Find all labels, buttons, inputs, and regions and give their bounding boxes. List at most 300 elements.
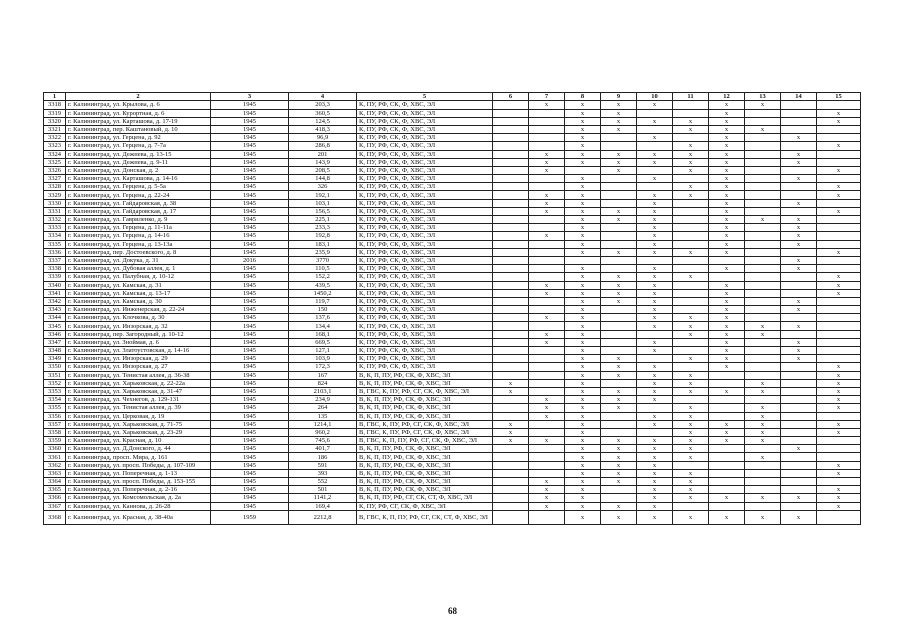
works-cell: К, ПУ, РФ, СК, Ф, ХВС, ЭЛ [357,166,493,174]
mark-cell-col-13 [745,207,781,215]
mark-cell-col-9: x [601,371,637,379]
mark-cell-col-10: x [637,199,673,207]
mark-cell-col-14 [781,469,817,477]
mark-cell-col-14: x [781,355,817,363]
year-cell: 1945 [211,216,289,224]
mark-cell-col-10: x [637,306,673,314]
row-number: 3336 [44,248,66,256]
mark-cell-col-13: x [745,387,781,395]
mark-cell-col-12: x [709,494,745,502]
mark-cell-col-14 [781,412,817,420]
works-cell: К, ПУ, РФ, СК, Ф, ХВС, ЭЛ [357,330,493,338]
mark-cell-col-8: x [565,322,601,330]
year-cell: 1945 [211,322,289,330]
mark-cell-col-10 [637,256,673,264]
mark-cell-col-9: x [601,453,637,461]
mark-cell-col-7 [529,183,565,191]
area-cell: 127,1 [289,347,357,355]
row-number: 3368 [44,510,66,524]
mark-cell-col-8: x [565,420,601,428]
mark-cell-col-10: x [637,158,673,166]
mark-cell-col-7: x [529,166,565,174]
mark-cell-col-6 [493,109,529,117]
table-row [44,142,861,150]
row-number: 3319 [44,109,66,117]
mark-cell-col-12: x [709,216,745,224]
area-cell: 137,6 [289,314,357,322]
mark-cell-col-13: x [745,379,781,387]
mark-cell-col-6 [493,166,529,174]
row-number: 3320 [44,117,66,125]
year-cell: 1945 [211,125,289,133]
mark-cell-col-11 [673,199,709,207]
mark-cell-col-9: x [601,469,637,477]
mark-cell-col-9: x [601,216,637,224]
mark-cell-col-9: x [601,445,637,453]
mark-cell-col-8: x [565,232,601,240]
year-cell: 1945 [211,248,289,256]
works-cell: В, К, П, ПУ, РФ, СГ, СК, СТ, Ф, ХВС, ЭЛ [357,494,493,502]
area-cell: 208,5 [289,166,357,174]
mark-cell-col-12 [709,469,745,477]
mark-cell-col-14 [781,248,817,256]
mark-cell-col-15: x [817,248,861,256]
mark-cell-col-12: x [709,109,745,117]
mark-cell-col-6 [493,412,529,420]
row-number: 3340 [44,281,66,289]
mark-cell-col-6 [493,355,529,363]
mark-cell-col-9: x [601,387,637,395]
address-cell: г. Калининград, ул. Гайдаровская, д. 17 [66,207,211,215]
mark-cell-col-10: x [637,175,673,183]
row-number: 3318 [44,101,66,109]
mark-cell-col-10: x [637,510,673,524]
mark-cell-col-15 [817,437,861,445]
address-cell: г. Калининград, ул. Инзорская, д. 27 [66,363,211,371]
mark-cell-col-12: x [709,322,745,330]
mark-cell-col-13: x [745,453,781,461]
works-cell: В, К, П, ПУ, РФ, СК, Ф, ХВС, ЭЛ [357,469,493,477]
works-cell: К, ПУ, РФ, СК, Ф, ХВС, ЭЛ [357,142,493,150]
mark-cell-col-13: x [745,437,781,445]
mark-cell-col-7 [529,109,565,117]
mark-cell-col-8: x [565,486,601,494]
page-number: 68 [448,606,457,616]
row-number: 3346 [44,330,66,338]
mark-cell-col-7: x [529,101,565,109]
mark-cell-col-11: x [673,494,709,502]
mark-cell-col-10: x [637,273,673,281]
table-row [44,396,861,404]
mark-cell-col-10: x [637,281,673,289]
mark-cell-col-14 [781,289,817,297]
works-cell: В, К, П, ПУ, РФ, СК, Ф, ХВС, ЭЛ [357,478,493,486]
mark-cell-col-8: x [565,494,601,502]
mark-cell-col-13: x [745,322,781,330]
mark-cell-col-13: x [745,412,781,420]
address-cell: г. Калининград, ул. Харьковская, д. 23-29 [66,428,211,436]
mark-cell-col-15 [817,355,861,363]
mark-cell-col-8: x [565,109,601,117]
mark-cell-col-13 [745,347,781,355]
year-cell: 1945 [211,240,289,248]
year-cell: 1945 [211,166,289,174]
mark-cell-col-7 [529,322,565,330]
mark-cell-col-11: x [673,142,709,150]
column-header: 10 [637,93,673,101]
table-row [44,478,861,486]
mark-cell-col-14: x [781,297,817,305]
address-cell: г. Калининград, ул. Д.Донского, д. 44 [66,445,211,453]
area-cell: 124,5 [289,117,357,125]
year-cell: 1945 [211,314,289,322]
row-number: 3352 [44,379,66,387]
row-number: 3356 [44,412,66,420]
mark-cell-col-14 [781,404,817,412]
works-cell: К, ПУ, РФ, СК, Ф, ХВС, ЭЛ [357,134,493,142]
works-cell: К, ПУ, РФ, СК, Ф, ХВС, ЭЛ [357,125,493,133]
mark-cell-col-13: x [745,428,781,436]
mark-cell-col-9 [601,224,637,232]
table-row [44,158,861,166]
address-cell: г. Калининград, ул. Герцена, д. 92 [66,134,211,142]
mark-cell-col-6 [493,183,529,191]
table-row [44,355,861,363]
address-cell: г. Калининград, ул. Златоустовская, д. 14-16 [66,347,211,355]
table-row [44,428,861,436]
mark-cell-col-9: x [601,207,637,215]
mark-cell-col-6 [493,314,529,322]
row-number: 3365 [44,486,66,494]
address-cell: г. Калининград, пер. Достоевского, д. 8 [66,248,211,256]
mark-cell-col-15: x [817,371,861,379]
mark-cell-col-14 [781,363,817,371]
mark-cell-col-13 [745,281,781,289]
mark-cell-col-13: x [745,404,781,412]
table-row [44,207,861,215]
mark-cell-col-14 [781,183,817,191]
mark-cell-col-14: x [781,347,817,355]
mark-cell-col-7 [529,216,565,224]
works-cell: К, ПУ, РФ, СК, Ф, ХВС, ЭЛ [357,158,493,166]
mark-cell-col-8: x [565,371,601,379]
row-number: 3343 [44,306,66,314]
works-cell: В, К, П, ПУ, РФ, СК, Ф, ХВС, ЭЛ [357,445,493,453]
table-row [44,387,861,395]
mark-cell-col-10: x [637,338,673,346]
row-number: 3353 [44,387,66,395]
mark-cell-col-9: x [601,248,637,256]
address-cell: г. Калининград, ул. Тенистая аллея, д. 36-38 [66,371,211,379]
mark-cell-col-13 [745,469,781,477]
mark-cell-col-13 [745,371,781,379]
address-cell: г. Калининград, ул. Карташова, д. 17-19 [66,117,211,125]
mark-cell-col-15 [817,150,861,158]
mark-cell-col-13 [745,314,781,322]
mark-cell-col-6 [493,469,529,477]
works-cell: К, ПУ, РФ, СК, Ф, ХВС, ЭЛ [357,224,493,232]
works-cell: В, К, П, ПУ, РФ, СК, Ф, ХВС, ЭЛ [357,412,493,420]
row-number: 3359 [44,437,66,445]
address-cell: г. Калининград, пер. Каштановый, д. 10 [66,125,211,133]
mark-cell-col-12 [709,379,745,387]
row-number: 3325 [44,158,66,166]
mark-cell-col-8: x [565,248,601,256]
mark-cell-col-13 [745,117,781,125]
mark-cell-col-8: x [565,175,601,183]
works-cell: В, ГВС, К, ПУ, РФ, СГ, СК, Ф, ХВС, ЭЛ [357,420,493,428]
mark-cell-col-15 [817,297,861,305]
mark-cell-col-14 [781,486,817,494]
mark-cell-col-14: x [781,158,817,166]
mark-cell-col-11: x [673,273,709,281]
mark-cell-col-7 [529,117,565,125]
works-cell: К, ПУ, РФ, СК, Ф, ХВС, ЭЛ [357,240,493,248]
address-cell: г. Калининград, ул. Герцена, д. 5-5а [66,183,211,191]
year-cell: 1945 [211,396,289,404]
area-cell: 103,9 [289,355,357,363]
year-cell: 1945 [211,297,289,305]
mark-cell-col-14: x [781,265,817,273]
works-cell: К, ПУ, РФ, СК, Ф, ХВС, ЭЛ [357,256,493,264]
address-cell: г. Калининград, ул. Герцена, д. 14-16 [66,232,211,240]
mark-cell-col-12 [709,256,745,264]
year-cell: 1945 [211,150,289,158]
column-header: 1 [44,93,66,101]
works-cell: К, ПУ, РФ, СК, Ф, ХВС, ЭЛ [357,207,493,215]
mark-cell-col-10: x [637,478,673,486]
year-cell: 1945 [211,347,289,355]
mark-cell-col-15 [817,338,861,346]
works-cell: К, ПУ, РФ, СК, Ф, ХВС, ЭЛ [357,117,493,125]
row-number: 3350 [44,363,66,371]
mark-cell-col-12 [709,273,745,281]
year-cell: 1945 [211,355,289,363]
mark-cell-col-11 [673,396,709,404]
mark-cell-col-15: x [817,142,861,150]
works-cell: В, К, П, ПУ, РФ, СК, Ф, ХВС, ЭЛ [357,371,493,379]
mark-cell-col-7: x [529,289,565,297]
mark-cell-col-11 [673,175,709,183]
mark-cell-col-12 [709,453,745,461]
works-cell: К, ПУ, РФ, СК, Ф, ХВС, ЭЛ [357,281,493,289]
year-cell: 1945 [211,437,289,445]
mark-cell-col-12: x [709,420,745,428]
mark-cell-col-7: x [529,338,565,346]
mark-cell-col-8: x [565,453,601,461]
address-cell: г. Калининград, ул. Герцена, д. 11-11а [66,224,211,232]
mark-cell-col-8: x [565,412,601,420]
year-cell: 1945 [211,502,289,510]
mark-cell-col-12: x [709,158,745,166]
mark-cell-col-14 [781,273,817,281]
mark-cell-col-11: x [673,125,709,133]
mark-cell-col-14 [781,437,817,445]
row-number: 3348 [44,347,66,355]
mark-cell-col-6 [493,207,529,215]
mark-cell-col-15 [817,265,861,273]
year-cell: 1945 [211,117,289,125]
table-row [44,224,861,232]
year-cell: 2016 [211,256,289,264]
mark-cell-col-7 [529,175,565,183]
mark-cell-col-14: x [781,445,817,453]
area-cell: 156,5 [289,207,357,215]
address-cell: г. Калининград, ул. Инзорская, д. 32 [66,322,211,330]
mark-cell-col-9: x [601,437,637,445]
mark-cell-col-14 [781,371,817,379]
table-row [44,437,861,445]
table-row [44,166,861,174]
table-row [44,486,861,494]
address-cell: г. Калининград, ул. Инженерская, д. 22-24 [66,306,211,314]
mark-cell-col-13: x [745,216,781,224]
mark-cell-col-12: x [709,297,745,305]
mark-cell-col-13: x [745,125,781,133]
mark-cell-col-11 [673,347,709,355]
area-cell: 501 [289,486,357,494]
area-cell: 119,7 [289,297,357,305]
mark-cell-col-6 [493,158,529,166]
table-row [44,273,861,281]
area-cell: 233,3 [289,224,357,232]
row-number: 3324 [44,150,66,158]
year-cell: 1945 [211,134,289,142]
table-row [44,469,861,477]
mark-cell-col-6 [493,199,529,207]
mark-cell-col-8: x [565,125,601,133]
area-cell: 234,9 [289,396,357,404]
address-cell: г. Калининград, просп. Мира, д. 161 [66,453,211,461]
table-row [44,363,861,371]
row-number: 3332 [44,216,66,224]
year-cell: 1945 [211,371,289,379]
year-cell: 1945 [211,142,289,150]
mark-cell-col-11 [673,240,709,248]
mark-cell-col-6 [493,289,529,297]
address-cell: г. Калининград, ул. просп. Победы, д. 107-109 [66,461,211,469]
mark-cell-col-12: x [709,207,745,215]
table-row [44,256,861,264]
mark-cell-col-13 [745,166,781,174]
mark-cell-col-10 [637,330,673,338]
mark-cell-col-14: x [781,240,817,248]
address-cell: г. Калининград, ул. Крылова, д. 6 [66,101,211,109]
mark-cell-col-14: x [781,256,817,264]
row-number: 3344 [44,314,66,322]
mark-cell-col-13 [745,199,781,207]
mark-cell-col-6 [493,224,529,232]
address-cell: г. Калининград, ул. Камская, д. 13-17 [66,289,211,297]
table-row [44,216,861,224]
mark-cell-col-6 [493,117,529,125]
mark-cell-col-12: x [709,134,745,142]
mark-cell-col-12 [709,445,745,453]
column-header: 7 [529,93,565,101]
mark-cell-col-7 [529,256,565,264]
row-number: 3366 [44,494,66,502]
mark-cell-col-15 [817,453,861,461]
mark-cell-col-14 [781,142,817,150]
column-header: 15 [817,93,861,101]
mark-cell-col-15 [817,347,861,355]
mark-cell-col-12: x [709,510,745,524]
address-cell: г. Калининград, ул. Каннова, д. 26-28 [66,502,211,510]
mark-cell-col-15: x [817,379,861,387]
mark-cell-col-10: x [637,420,673,428]
mark-cell-col-6 [493,134,529,142]
mark-cell-col-9 [601,494,637,502]
mark-cell-col-6 [493,486,529,494]
mark-cell-col-6 [493,510,529,524]
mark-cell-col-12: x [709,338,745,346]
mark-cell-col-14: x [781,306,817,314]
mark-cell-col-15: x [817,387,861,395]
mark-cell-col-15 [817,101,861,109]
mark-cell-col-11: x [673,248,709,256]
row-number: 3326 [44,166,66,174]
mark-cell-col-6 [493,396,529,404]
mark-cell-col-15 [817,216,861,224]
year-cell: 1945 [211,420,289,428]
table-row [44,199,861,207]
mark-cell-col-8: x [565,207,601,215]
mark-cell-col-11 [673,109,709,117]
mark-cell-col-12 [709,404,745,412]
mark-cell-col-11: x [673,355,709,363]
mark-cell-col-8: x [565,224,601,232]
row-number: 3341 [44,289,66,297]
area-cell: 172,3 [289,363,357,371]
mark-cell-col-9 [601,347,637,355]
area-cell: 225,1 [289,216,357,224]
mark-cell-col-9 [601,256,637,264]
mark-cell-col-8: x [565,306,601,314]
works-cell: В, К, П, ПУ, РФ, СК, Ф, ХВС, ЭЛ [357,379,493,387]
year-cell: 1945 [211,191,289,199]
mark-cell-col-10: x [637,387,673,395]
row-number: 3327 [44,175,66,183]
mark-cell-col-10: x [637,191,673,199]
mark-cell-col-6 [493,502,529,510]
mark-cell-col-11: x [673,437,709,445]
mark-cell-col-6 [493,142,529,150]
mark-cell-col-13 [745,486,781,494]
mark-cell-col-14 [781,420,817,428]
mark-cell-col-6 [493,248,529,256]
mark-cell-col-14 [781,166,817,174]
mark-cell-col-15: x [817,117,861,125]
mark-cell-col-12: x [709,175,745,183]
mark-cell-col-9: x [601,461,637,469]
mark-cell-col-11 [673,224,709,232]
mark-cell-col-15: x [817,191,861,199]
mark-cell-col-8: x [565,199,601,207]
address-cell: г. Калининград, ул. просп. Победы, д. 153-155 [66,478,211,486]
mark-cell-col-15 [817,322,861,330]
address-cell: г. Калининград, ул. Дежнева, д. 13-15 [66,150,211,158]
row-number: 3321 [44,125,66,133]
area-cell: 669,5 [289,338,357,346]
mark-cell-col-15 [817,445,861,453]
mark-cell-col-9 [601,240,637,248]
mark-cell-col-15: x [817,166,861,174]
mark-cell-col-7 [529,248,565,256]
mark-cell-col-11 [673,338,709,346]
mark-cell-col-7 [529,420,565,428]
mark-cell-col-12: x [709,232,745,240]
area-cell: 1214,1 [289,420,357,428]
